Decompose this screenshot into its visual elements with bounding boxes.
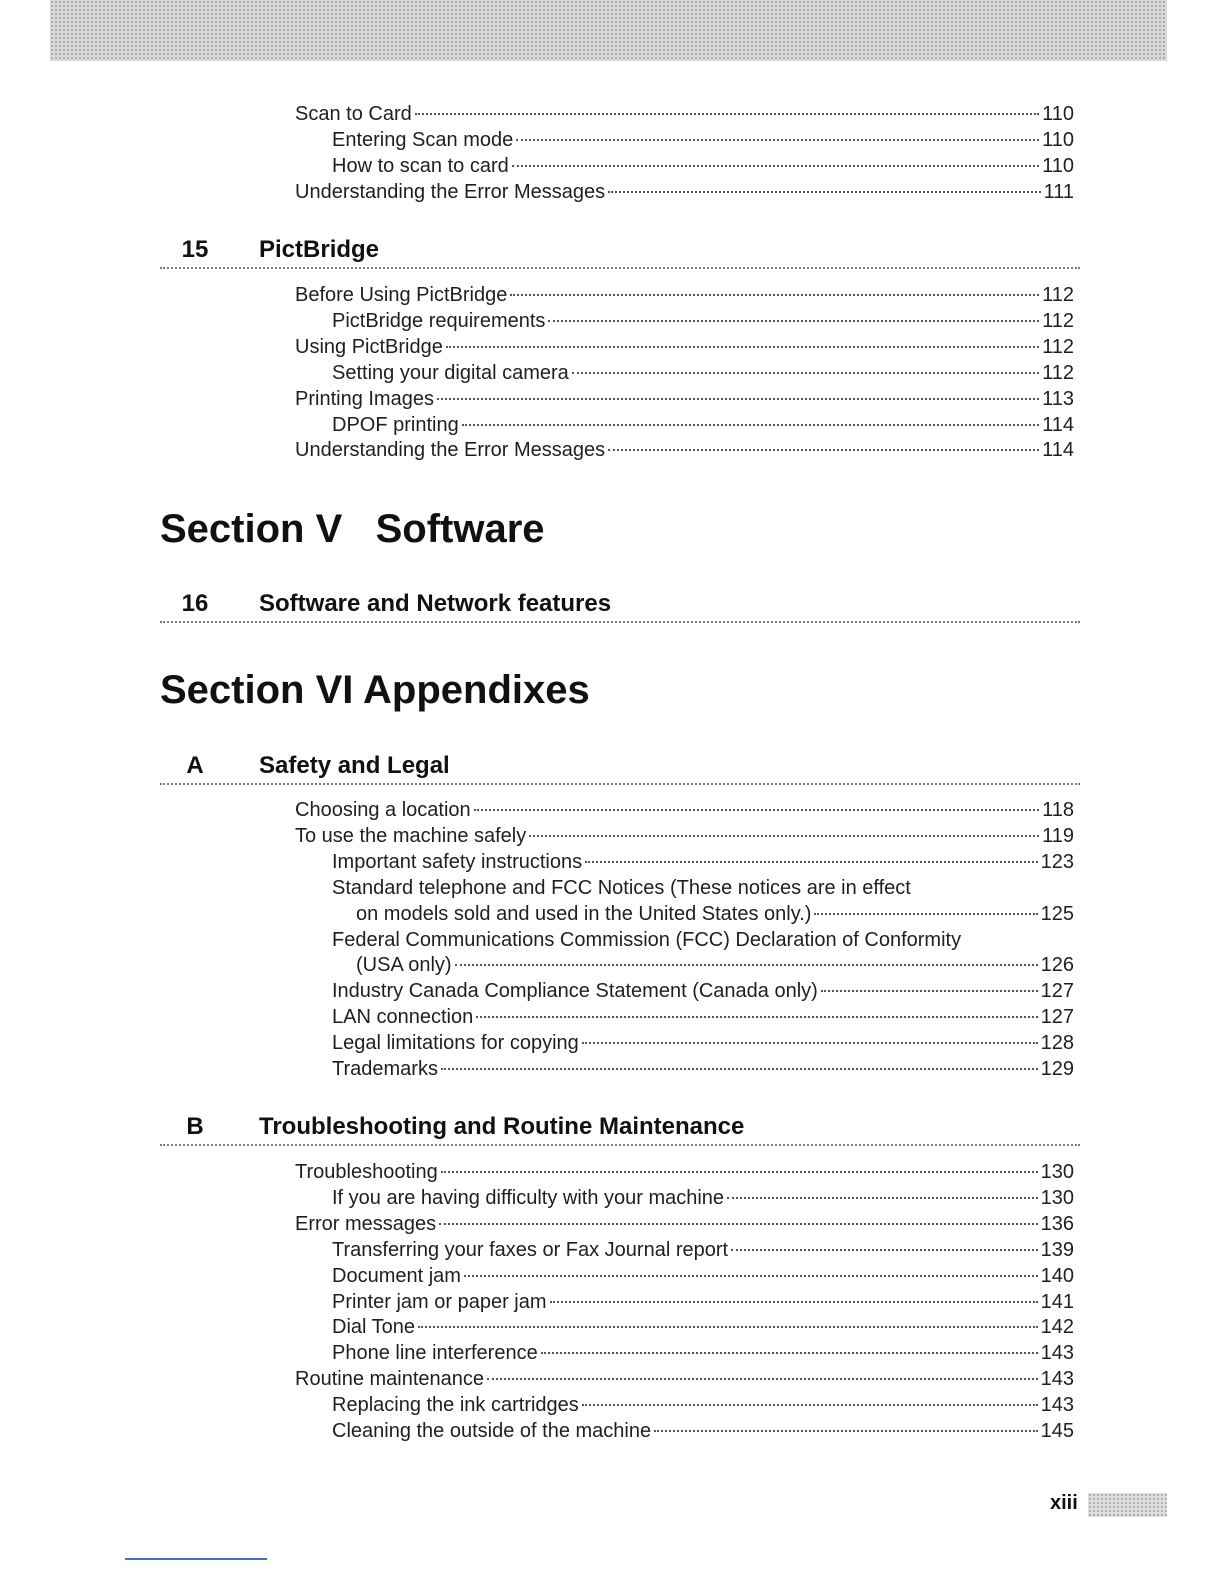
toc-entry-page: 112 (1042, 309, 1074, 332)
toc-entry-text: Transferring your faxes or Fax Journal report (332, 1238, 729, 1261)
toc-entry-text: Error messages (295, 1212, 437, 1235)
toc-entry[interactable] (332, 153, 1074, 179)
toc-entry-text: Replacing the ink cartridges (332, 1394, 579, 1417)
toc-entry-text: Understanding the Error Messages (295, 439, 606, 462)
dot-leader (476, 1015, 1037, 1018)
toc-entry[interactable] (295, 1211, 1074, 1237)
toc-entry-page: 111 (1043, 180, 1074, 203)
dot-leader (462, 423, 1039, 426)
toc-entry-text: How to scan to card (332, 154, 509, 177)
toc-entry[interactable] (295, 1159, 1074, 1185)
chapter-heading-16[interactable] (160, 587, 1080, 623)
toc-entry[interactable] (295, 1366, 1074, 1392)
dot-leader (814, 912, 1037, 915)
toc-entry-text: Trademarks (332, 1058, 438, 1080)
toc-entry-text: Important safety instructions (332, 850, 583, 873)
toc-entry-page: 143 (1040, 1342, 1074, 1365)
dot-leader (608, 190, 1040, 193)
dot-leader (437, 397, 1039, 400)
toc-entry-text: Routine maintenance (295, 1368, 485, 1391)
toc-entry-text: Federal Communications Commission (FCC) Declaration of Conformity (332, 928, 962, 951)
toc-entry-page: 112 (1042, 335, 1074, 358)
dot-leader (529, 834, 1039, 837)
page-number: xiii (1050, 1492, 1078, 1514)
toc-entry-text: DPOF printing (332, 413, 459, 436)
toc-entry[interactable] (332, 1340, 1074, 1366)
chapter-number: B (186, 1113, 204, 1140)
dot-leader (731, 1248, 1038, 1251)
dot-leader (455, 963, 1038, 966)
dot-leader (608, 448, 1039, 451)
toc-entry-page: 130 (1040, 1161, 1074, 1183)
chapter-title: Software and Network features (259, 590, 612, 617)
toc-entry-page: 136 (1040, 1212, 1074, 1235)
dot-leader (510, 293, 1039, 296)
dot-leader (441, 1067, 1038, 1070)
toc-entry-text: Understanding the Error Messages (295, 180, 606, 203)
dot-leader (585, 860, 1038, 863)
toc-entry-page: 130 (1040, 1186, 1074, 1209)
dot-leader (512, 164, 1039, 167)
toc-entry[interactable] (295, 797, 1074, 823)
toc-entry[interactable] (332, 1004, 1074, 1030)
toc-entry-text: Scan to Card (295, 103, 412, 125)
toc-entry[interactable] (332, 1030, 1074, 1056)
toc-entry[interactable] (295, 334, 1074, 360)
toc-entry-page: 110 (1042, 103, 1074, 125)
toc-entry[interactable] (295, 437, 1074, 463)
chapter-heading-a[interactable] (160, 749, 1080, 785)
toc-entry-page: 127 (1040, 980, 1074, 1003)
toc-entry-page: 113 (1042, 387, 1074, 410)
toc-entry-text: Printing Images (295, 387, 434, 410)
toc-entry-text: Cleaning the outside of the machine (332, 1420, 652, 1442)
toc-entry-text: LAN connection (332, 1006, 474, 1029)
dot-leader (439, 1222, 1037, 1225)
toc-entry-text: PictBridge requirements (332, 309, 546, 332)
toc-entry-page: 118 (1042, 799, 1074, 821)
toc-entry[interactable] (295, 101, 1074, 127)
toc-entry-page: 112 (1042, 284, 1074, 306)
toc-entry-page: 127 (1040, 1006, 1074, 1029)
dot-leader (516, 138, 1039, 141)
chapter-number: 15 (181, 236, 209, 263)
toc-entry-text: Phone line interference (332, 1342, 538, 1365)
footer-rule (125, 1558, 267, 1560)
toc-entry[interactable] (295, 386, 1074, 412)
toc-entry-page: 128 (1040, 1032, 1074, 1055)
toc-entry-page: 110 (1042, 128, 1074, 151)
toc-entry-page: 119 (1042, 824, 1074, 847)
dot-leader (550, 1300, 1038, 1303)
toc-entry-text: Entering Scan mode (332, 128, 514, 151)
toc-entry[interactable] (332, 1392, 1074, 1418)
chapter-heading-b[interactable] (160, 1110, 1080, 1146)
chapter-heading-15[interactable] (160, 233, 1080, 269)
dot-leader (415, 112, 1039, 115)
dot-leader (474, 808, 1039, 811)
chapter-title: Safety and Legal (259, 752, 450, 779)
toc-entry[interactable] (332, 1314, 1074, 1340)
dot-leader (487, 1377, 1038, 1380)
toc-entry-page: 143 (1040, 1394, 1074, 1417)
dot-leader (548, 319, 1039, 322)
toc-entry[interactable] (332, 1418, 1074, 1444)
toc-entry-page: 143 (1040, 1368, 1074, 1391)
toc-entry[interactable] (332, 360, 1074, 386)
toc-entry-page: 142 (1040, 1316, 1074, 1339)
toc-entry[interactable] (332, 1237, 1074, 1263)
toc-entry[interactable] (332, 308, 1074, 334)
toc-entry-page: 129 (1040, 1058, 1074, 1080)
toc-entry[interactable] (332, 1263, 1074, 1289)
toc-entry-text: Printer jam or paper jam (332, 1290, 547, 1313)
toc-entry-text: Legal limitations for copying (332, 1032, 579, 1055)
toc-entry-page: 145 (1040, 1420, 1074, 1442)
toc-entry-text: Dial Tone (332, 1316, 416, 1339)
toc-entry[interactable] (332, 412, 1074, 438)
section-title-vi: Section VI Appendixes (160, 668, 590, 712)
toc-entry-page: 114 (1042, 439, 1074, 462)
toc-entry[interactable] (332, 1289, 1074, 1315)
toc-entry-page: 126 (1040, 954, 1074, 977)
footer-pattern-band (1088, 1493, 1167, 1517)
toc-entry-page: 140 (1040, 1264, 1074, 1287)
toc-entry-text: Industry Canada Compliance Statement (Canada only) (332, 980, 818, 1003)
dot-leader (572, 371, 1039, 374)
toc-entry-text: on models sold and used in the United States only.) (356, 902, 812, 925)
toc-entry-text: Setting your digital camera (332, 361, 569, 384)
toc-entry-text: Before Using PictBridge (295, 284, 508, 306)
toc-entry-text: (USA only) (356, 954, 452, 977)
chapter-number: A (186, 752, 204, 779)
toc-entry-page: 114 (1042, 413, 1074, 436)
toc-entry-text: Troubleshooting (295, 1161, 438, 1183)
dot-leader (446, 345, 1039, 348)
dot-leader (418, 1325, 1038, 1328)
dot-leader (582, 1403, 1038, 1406)
toc-entry[interactable] (332, 849, 1074, 875)
dot-leader (441, 1170, 1038, 1173)
dot-leader (727, 1196, 1038, 1199)
toc-entry[interactable] (332, 127, 1074, 153)
toc-entry-text: Choosing a location (295, 799, 471, 821)
chapter-title: PictBridge (259, 236, 380, 263)
toc-entry[interactable] (332, 1056, 1074, 1082)
toc-entry[interactable] (332, 1185, 1074, 1211)
toc-entry[interactable] (356, 952, 1074, 978)
toc-entry[interactable] (295, 179, 1074, 205)
toc-entry-page: 125 (1040, 902, 1074, 925)
chapter-number: 16 (181, 590, 209, 617)
toc-entry[interactable] (332, 927, 1074, 953)
toc-entry-page: 141 (1040, 1290, 1074, 1313)
toc-entry-page: 110 (1042, 154, 1074, 177)
dot-leader (821, 989, 1038, 992)
toc-entry-text: If you are having difficulty with your machine (332, 1186, 725, 1209)
toc-entry[interactable] (356, 901, 1074, 927)
toc-entry[interactable] (332, 875, 1074, 901)
toc-entry-page: 139 (1040, 1238, 1074, 1261)
toc-entry-text: Using PictBridge (295, 335, 443, 358)
toc-entry[interactable] (295, 823, 1074, 849)
dot-leader (654, 1429, 1038, 1432)
chapter-title: Troubleshooting and Routine Maintenance (259, 1113, 745, 1140)
toc-entry-text: To use the machine safely (295, 824, 527, 847)
toc-entry-page: 123 (1040, 850, 1074, 873)
toc-entry-text: Document jam (332, 1264, 461, 1287)
section-title-v: Section V Software (160, 507, 545, 551)
dot-leader (464, 1274, 1038, 1277)
toc-entry-page: 112 (1042, 361, 1074, 384)
toc-entry-text: Standard telephone and FCC Notices (These notices are in effect (332, 876, 911, 899)
dot-leader (582, 1041, 1038, 1044)
dot-leader (541, 1351, 1038, 1354)
toc-entry[interactable] (332, 978, 1074, 1004)
toc-entry[interactable] (295, 282, 1074, 308)
